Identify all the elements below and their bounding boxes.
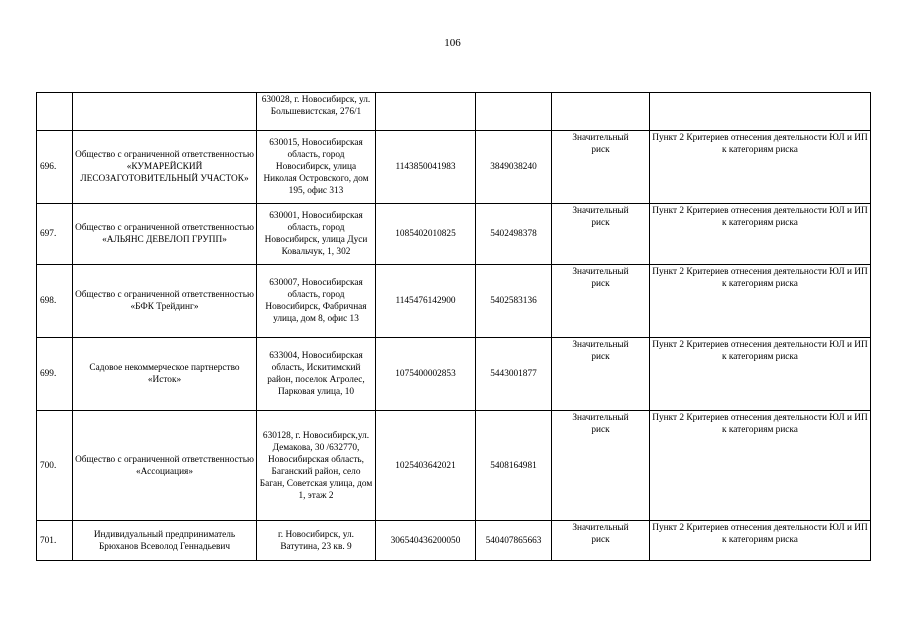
- cell-criteria: Пункт 2 Критериев отнесения деятельности ЮЛ и ИП к категориям риска: [650, 411, 871, 521]
- cell-inn: 5402498378: [476, 204, 552, 265]
- cell-num: 697.: [37, 204, 73, 265]
- table-row-continuation: [37, 93, 871, 131]
- cell-address: 630028, г. Новосибирск, ул. Большевистская, 276/1: [257, 93, 376, 131]
- cell-inn: 5408164981: [476, 411, 552, 521]
- cell-risk: [552, 411, 650, 521]
- risk-label: Значительный риск: [572, 133, 629, 155]
- cell-ogrn: 1025403642021: [376, 411, 476, 521]
- cell-address: 630007, Новосибирская область, город Новосибирск, Фабричная улица, дом 8, офис 13: [257, 265, 376, 338]
- page-number: 106: [444, 37, 461, 49]
- cell-ogrn: [376, 93, 476, 131]
- cell-risk: [552, 93, 650, 131]
- cell-address: 633004, Новосибирская область, Искитимский район, поселок Агролес, Парковая улица, 10: [257, 338, 376, 411]
- cell-num: [37, 93, 73, 131]
- cell-inn: 3849038240: [476, 131, 552, 204]
- risk-label: Значительный риск: [572, 206, 629, 228]
- cell-num: 701.: [37, 521, 73, 561]
- cell-ogrn: 306540436200050: [376, 521, 476, 561]
- cell-criteria: [650, 93, 871, 131]
- cell-num: 698.: [37, 265, 73, 338]
- cell-name: Индивидуальный предприниматель Брюханов Всеволод Геннадьевич: [73, 521, 257, 561]
- cell-name: Общество с ограниченной ответственностью «КУМАРЕЙСКИЙ ЛЕСОЗАГОТОВИТЕЛЬНЫЙ УЧАСТОК»: [73, 131, 257, 204]
- cell-risk: [552, 265, 650, 338]
- cell-criteria: Пункт 2 Критериев отнесения деятельности ЮЛ и ИП к категориям риска: [650, 204, 871, 265]
- cell-criteria: Пункт 2 Критериев отнесения деятельности ЮЛ и ИП к категориям риска: [650, 338, 871, 411]
- cell-name: Садовое некоммерческое партнерство «Исток»: [73, 338, 257, 411]
- cell-address: 630001, Новосибирская область, город Новосибирск, улица Дуси Ковальчук, 1, 302: [257, 204, 376, 265]
- risk-label: Значительный риск: [572, 340, 629, 362]
- table-row: [37, 338, 871, 411]
- cell-name: Общество с ограниченной ответственностью «Ассоциация»: [73, 411, 257, 521]
- cell-name: [73, 93, 257, 131]
- cell-num: 700.: [37, 411, 73, 521]
- table-row: [37, 521, 871, 561]
- risk-label: Значительный риск: [572, 267, 629, 289]
- table-row: [37, 204, 871, 265]
- cell-criteria: Пункт 2 Критериев отнесения деятельности ЮЛ и ИП к категориям риска: [650, 265, 871, 338]
- cell-criteria: Пункт 2 Критериев отнесения деятельности ЮЛ и ИП к категориям риска: [650, 131, 871, 204]
- cell-address: 630015, Новосибирская область, город Новосибирск, улица Николая Островского, дом 195, офис 313: [257, 131, 376, 204]
- cell-ogrn: 1145476142900: [376, 265, 476, 338]
- cell-risk: [552, 521, 650, 561]
- risk-label: Значительный риск: [572, 413, 629, 435]
- cell-inn: 5443001877: [476, 338, 552, 411]
- table-row: [37, 265, 871, 338]
- cell-ogrn: 1085402010825: [376, 204, 476, 265]
- risk-label: Значительный риск: [572, 523, 629, 545]
- cell-inn: [476, 93, 552, 131]
- cell-inn: 5402583136: [476, 265, 552, 338]
- table-row: [37, 131, 871, 204]
- cell-num: 699.: [37, 338, 73, 411]
- cell-address: г. Новосибирск, ул. Ватутина, 23 кв. 9: [257, 521, 376, 561]
- risk-registry-table: [36, 92, 871, 561]
- table-row: [37, 411, 871, 521]
- cell-name: Общество с ограниченной ответственностью «БФК Трейдинг»: [73, 265, 257, 338]
- cell-num: 696.: [37, 131, 73, 204]
- cell-address: 630128, г. Новосибирск,ул. Демакова, 30 /632770, Новосибирская область, Баганский район, село Баган, Советская улица, дом 1, этаж 2: [257, 411, 376, 521]
- cell-inn: 540407865663: [476, 521, 552, 561]
- cell-risk: [552, 204, 650, 265]
- cell-ogrn: 1075400002853: [376, 338, 476, 411]
- cell-risk: [552, 338, 650, 411]
- cell-name: Общество с ограниченной ответственностью «АЛЬЯНС ДЕВЕЛОП ГРУПП»: [73, 204, 257, 265]
- cell-ogrn: 1143850041983: [376, 131, 476, 204]
- cell-criteria: Пункт 2 Критериев отнесения деятельности ЮЛ и ИП к категориям риска: [650, 521, 871, 561]
- cell-risk: [552, 131, 650, 204]
